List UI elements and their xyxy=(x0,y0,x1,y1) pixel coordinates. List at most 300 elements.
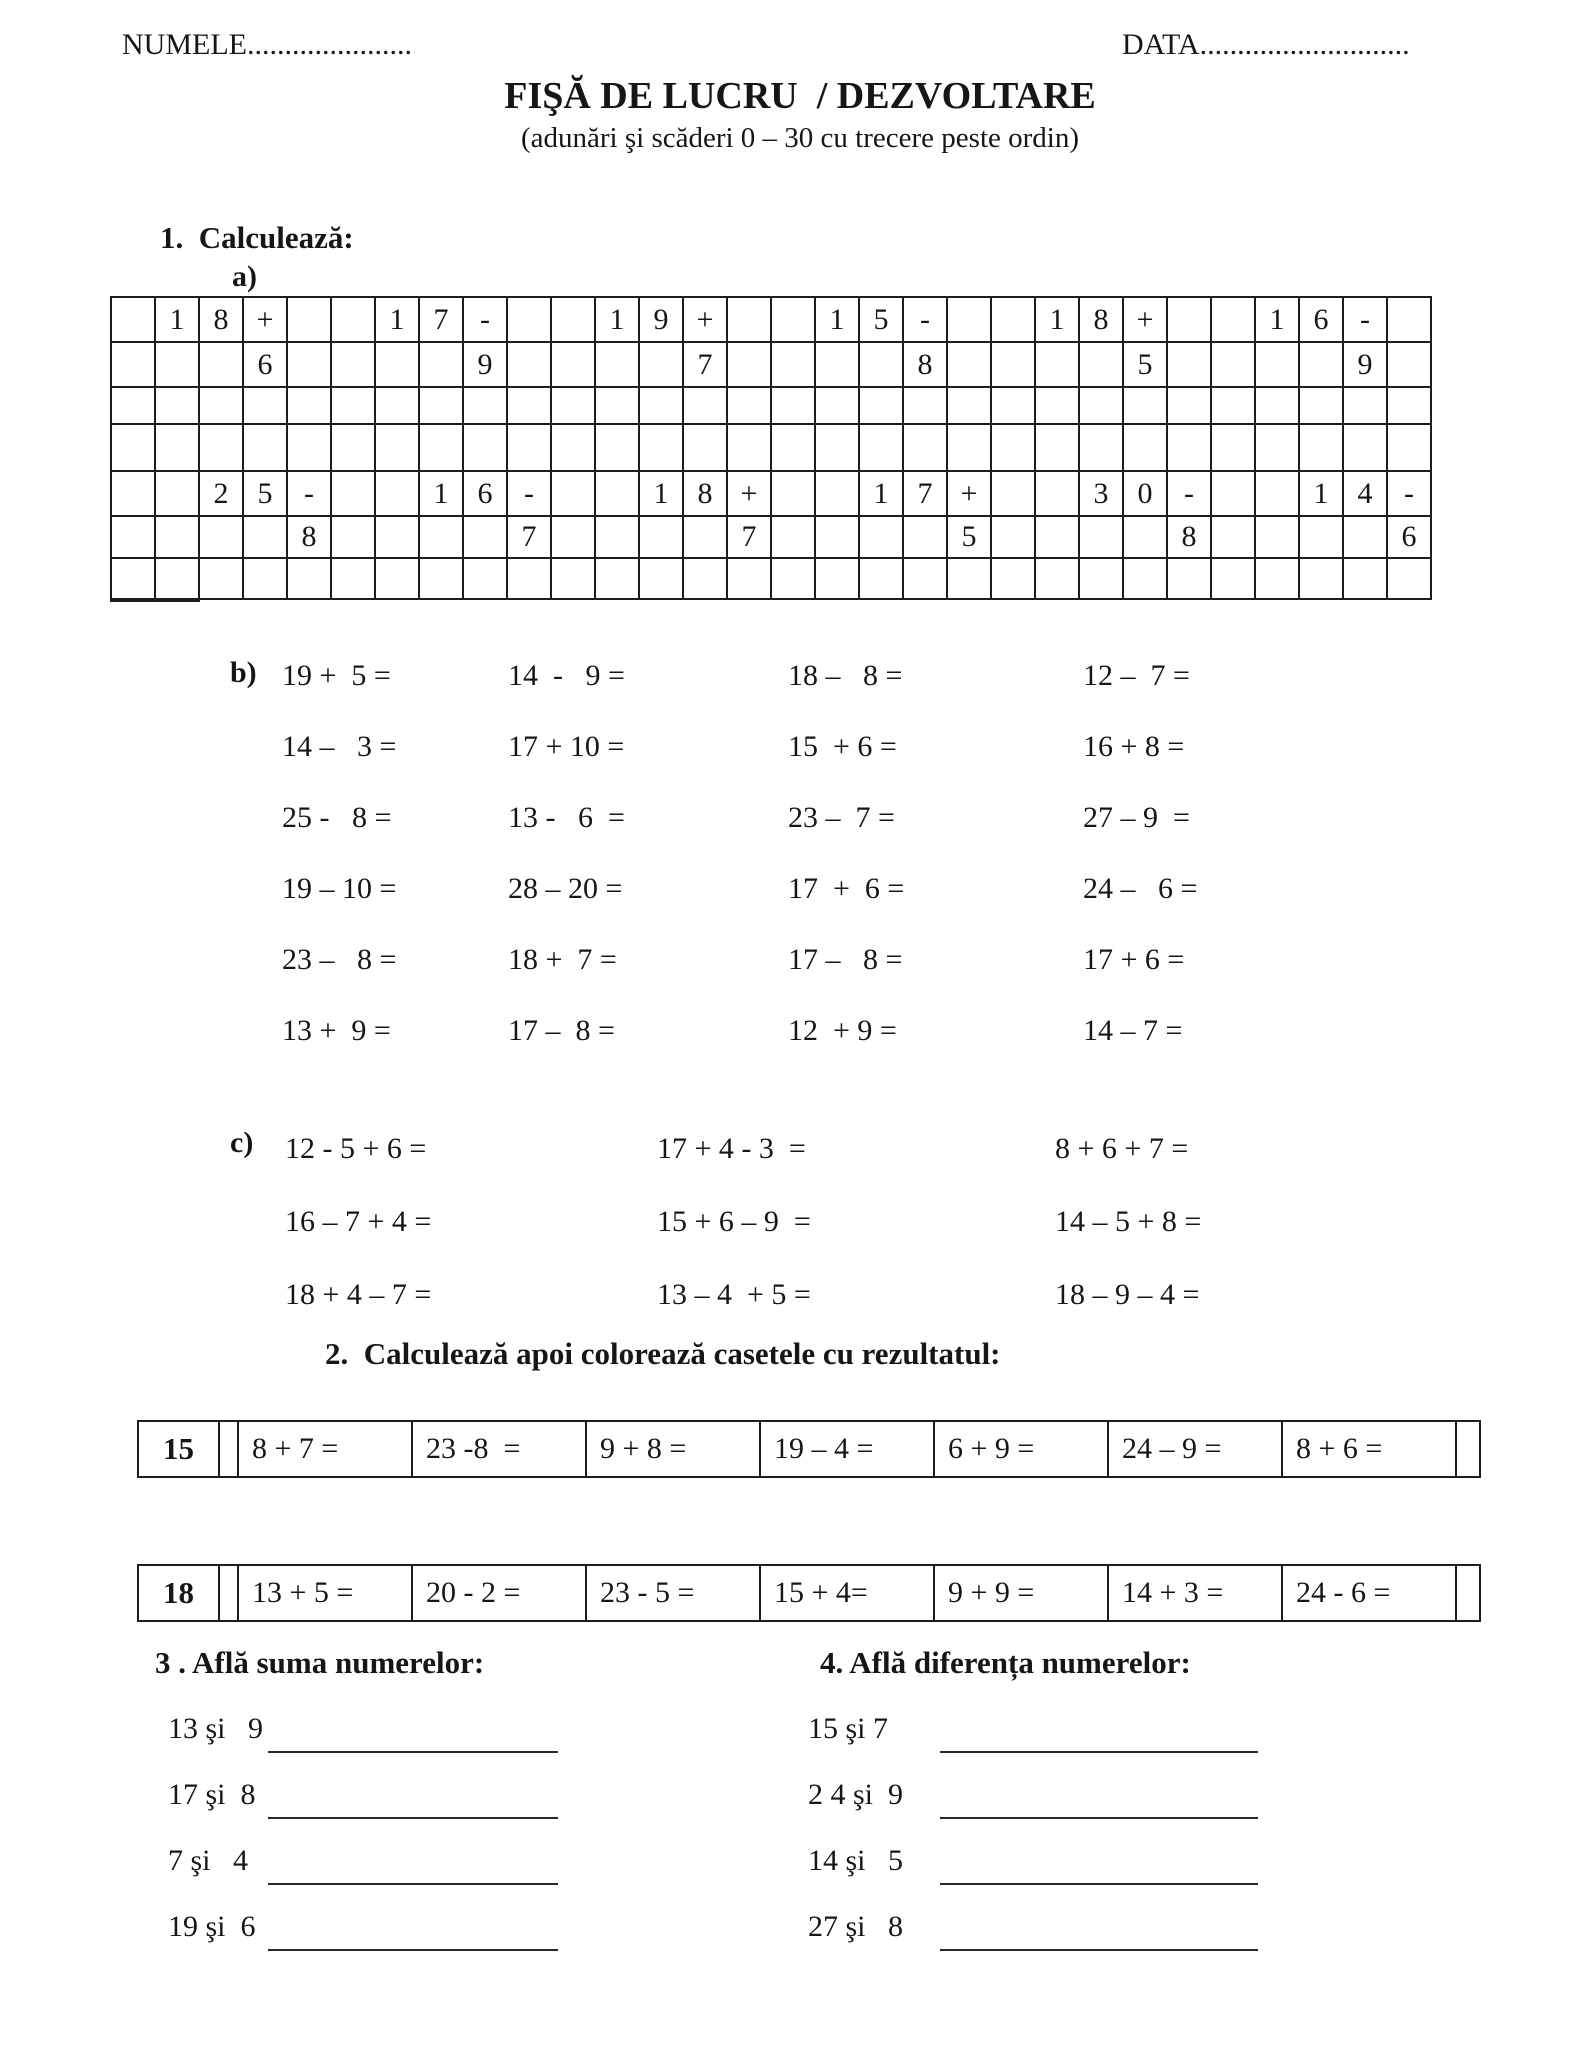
grid-cell: 9 xyxy=(640,298,684,343)
grid-cell xyxy=(1256,425,1300,472)
grid-cell xyxy=(508,425,552,472)
grid-cell: 9 xyxy=(1344,343,1388,388)
problem-expression: 19 + 5 = xyxy=(282,658,391,692)
grid-cell xyxy=(376,559,420,600)
grid-cell: 5 xyxy=(1124,343,1168,388)
problem-expression: 12 – 7 = xyxy=(1083,658,1190,692)
grid-cell: 0 xyxy=(1124,472,1168,517)
problem-row xyxy=(282,711,1442,782)
problem-expression: 16 + 8 = xyxy=(1083,729,1185,763)
page-subtitle: (adunări şi scăderi 0 – 30 cu trecere peste ordin) xyxy=(520,122,1079,154)
grid-cell xyxy=(200,517,244,559)
grid-cell: 1 xyxy=(816,298,860,343)
grid-cell: - xyxy=(508,472,552,517)
grid-cell xyxy=(860,517,904,559)
grid-cell xyxy=(1212,559,1256,600)
grid-cell xyxy=(332,517,376,559)
grid-cell xyxy=(992,298,1036,343)
grid-cell xyxy=(420,517,464,559)
grid-cell: 1 xyxy=(376,298,420,343)
grid-cell xyxy=(816,425,860,472)
name-field: NUMELE...................... xyxy=(122,28,412,61)
grid-cell xyxy=(1080,559,1124,600)
problem-expression: 8 + 6 + 7 = xyxy=(1055,1131,1189,1165)
grid-cell xyxy=(332,559,376,600)
answer-line xyxy=(268,1817,558,1819)
problem-expression: 27 – 9 = xyxy=(1083,800,1190,834)
grid-cell xyxy=(904,425,948,472)
grid-cell xyxy=(156,600,200,602)
grid-cell: + xyxy=(684,298,728,343)
grid-cell xyxy=(728,343,772,388)
grid-cell xyxy=(948,343,992,388)
section2-heading: 2. Calculează apoi colorează casetele cu rezultatul: xyxy=(325,1336,1001,1371)
grid-cell xyxy=(464,517,508,559)
spacer-cell xyxy=(220,1566,239,1620)
grid-cell xyxy=(1168,388,1212,425)
grid-cell xyxy=(1212,343,1256,388)
grid-cell xyxy=(288,343,332,388)
grid-cell xyxy=(376,343,420,388)
pair-row xyxy=(168,1894,648,1960)
problem-expression: 17 + 6 = xyxy=(788,871,905,905)
grid-cell xyxy=(640,343,684,388)
grid-cell xyxy=(596,343,640,388)
problem-row xyxy=(285,1258,1405,1331)
grid-cell xyxy=(1036,559,1080,600)
grid-cell xyxy=(596,472,640,517)
grid-cell xyxy=(332,425,376,472)
grid-cell xyxy=(464,559,508,600)
grid-cell xyxy=(772,388,816,425)
section1c-label: c) xyxy=(230,1126,254,1159)
grid-cell xyxy=(1256,559,1300,600)
grid-cell xyxy=(200,343,244,388)
grid-cell xyxy=(684,559,728,600)
grid-cell xyxy=(1080,425,1124,472)
grid-cell xyxy=(508,298,552,343)
grid-cell xyxy=(816,343,860,388)
problem-expression: 14 - 9 = xyxy=(508,658,625,692)
grid-cell xyxy=(156,425,200,472)
grid-cell xyxy=(1124,517,1168,559)
grid-cell xyxy=(816,559,860,600)
section1a-label: a) xyxy=(232,260,257,293)
problem-expression: 17 + 6 = xyxy=(1083,942,1185,976)
result-table-15 xyxy=(137,1420,1481,1478)
grid-cell xyxy=(464,388,508,425)
page-title: FIŞĂ DE LUCRU / DEZVOLTARE xyxy=(504,75,1096,117)
problem-expression: 13 + 9 = xyxy=(282,1013,391,1047)
grid-cell xyxy=(420,425,464,472)
grid-cell xyxy=(860,388,904,425)
grid-cell xyxy=(552,517,596,559)
problem-expression: 25 - 8 = xyxy=(282,800,392,834)
number-pair: 19 şi 6 xyxy=(168,1910,256,1943)
grid-cell xyxy=(112,517,156,559)
grid-cell xyxy=(948,388,992,425)
grid-cell xyxy=(156,559,200,600)
result-target: 15 xyxy=(139,1422,220,1476)
grid-cell xyxy=(420,559,464,600)
grid-cell xyxy=(948,559,992,600)
number-pair: 14 şi 5 xyxy=(808,1844,904,1877)
grid-cell xyxy=(464,425,508,472)
number-pair: 27 şi 8 xyxy=(808,1910,904,1943)
grid-cell xyxy=(156,388,200,425)
grid-cell xyxy=(728,298,772,343)
grid-cell xyxy=(1212,425,1256,472)
grid-cell: 8 xyxy=(684,472,728,517)
grid-cell xyxy=(1080,388,1124,425)
table-problem-cell: 9 + 8 = xyxy=(587,1422,761,1476)
grid-cell xyxy=(1168,298,1212,343)
answer-line xyxy=(940,1949,1258,1951)
grid-cell xyxy=(860,425,904,472)
grid-cell xyxy=(816,388,860,425)
table-problem-cell: 6 + 9 = xyxy=(935,1422,1109,1476)
table-problem-cell: 24 - 6 = xyxy=(1283,1566,1457,1620)
grid-cell: 5 xyxy=(244,472,288,517)
problem-expression: 19 – 10 = xyxy=(282,871,397,905)
grid-cell: 8 xyxy=(200,298,244,343)
grid-cell xyxy=(112,559,156,600)
grid-cell: 5 xyxy=(860,298,904,343)
grid-cell: 8 xyxy=(904,343,948,388)
grid-cell xyxy=(1256,472,1300,517)
grid-cell xyxy=(1168,343,1212,388)
problem-expression: 16 – 7 + 4 = xyxy=(285,1204,432,1238)
pair-row xyxy=(808,1894,1308,1960)
grid-cell xyxy=(640,425,684,472)
answer-line xyxy=(268,1949,558,1951)
problem-expression: 18 + 4 – 7 = xyxy=(285,1277,432,1311)
grid-cell xyxy=(728,559,772,600)
grid-cell: 6 xyxy=(1300,298,1344,343)
grid-cell xyxy=(112,343,156,388)
grid-cell: - xyxy=(1388,472,1432,517)
grid-cell xyxy=(244,559,288,600)
section4-heading: 4. Află diferența numerelor: xyxy=(820,1645,1191,1680)
grid-cell xyxy=(420,343,464,388)
problem-expression: 28 – 20 = xyxy=(508,871,623,905)
grid-cell: 2 xyxy=(200,472,244,517)
answer-line xyxy=(268,1751,558,1753)
grid-cell xyxy=(200,425,244,472)
number-pair: 15 şi 7 xyxy=(808,1712,889,1745)
grid-cell xyxy=(1388,425,1432,472)
grid-cell xyxy=(288,559,332,600)
grid-cell xyxy=(816,472,860,517)
grid-cell xyxy=(156,343,200,388)
problem-expression: 15 + 6 – 9 = xyxy=(657,1204,811,1238)
table-problem-cell: 24 – 9 = xyxy=(1109,1422,1283,1476)
grid-cell: 1 xyxy=(640,472,684,517)
title-block xyxy=(150,74,1450,155)
grid-cell xyxy=(552,472,596,517)
grid-cell xyxy=(288,425,332,472)
section1c-problems xyxy=(285,1112,1405,1331)
grid-cell: 1 xyxy=(596,298,640,343)
grid-cell xyxy=(376,472,420,517)
problem-expression: 13 - 6 = xyxy=(508,800,625,834)
grid-cell xyxy=(1388,298,1432,343)
grid-cell xyxy=(1344,425,1388,472)
grid-cell xyxy=(1080,517,1124,559)
grid-cell xyxy=(332,298,376,343)
grid-cell xyxy=(1212,388,1256,425)
grid-cell xyxy=(1168,425,1212,472)
grid-cell xyxy=(860,343,904,388)
table-problem-cell: 13 + 5 = xyxy=(239,1566,413,1620)
table-problem-cell: 9 + 9 = xyxy=(935,1566,1109,1620)
problem-expression: 17 + 4 - 3 = xyxy=(657,1131,806,1165)
grid-cell xyxy=(1036,343,1080,388)
grid-cell xyxy=(552,343,596,388)
problem-row xyxy=(282,640,1442,711)
problem-row xyxy=(285,1185,1405,1258)
section3-heading: 3 . Află suma numerelor: xyxy=(155,1645,485,1680)
grid-cell xyxy=(640,517,684,559)
grid-cell: 6 xyxy=(1388,517,1432,559)
grid-cell: + xyxy=(948,472,992,517)
section1b-problems xyxy=(282,640,1442,1066)
grid-cell: 9 xyxy=(464,343,508,388)
grid-cell: + xyxy=(1124,298,1168,343)
grid-cell xyxy=(596,425,640,472)
result-table-18 xyxy=(137,1564,1481,1622)
problem-expression: 17 – 8 = xyxy=(788,942,903,976)
grid-cell xyxy=(1256,517,1300,559)
grid-cell xyxy=(772,472,816,517)
section3-pairs xyxy=(168,1696,648,1960)
problem-row xyxy=(282,853,1442,924)
grid-cell: 3 xyxy=(1080,472,1124,517)
answer-line xyxy=(940,1751,1258,1753)
grid-cell xyxy=(640,388,684,425)
problem-expression: 18 – 9 – 4 = xyxy=(1055,1277,1200,1311)
grid-cell xyxy=(992,425,1036,472)
grid-cell xyxy=(112,425,156,472)
grid-cell xyxy=(1212,472,1256,517)
problem-expression: 24 – 6 = xyxy=(1083,871,1198,905)
grid-cell xyxy=(596,559,640,600)
grid-cell xyxy=(200,559,244,600)
grid-cell xyxy=(860,559,904,600)
grid-cell xyxy=(376,517,420,559)
grid-cell: 8 xyxy=(288,517,332,559)
table-problem-cell: 14 + 3 = xyxy=(1109,1566,1283,1620)
grid-cell xyxy=(728,425,772,472)
grid-cell: 1 xyxy=(1300,472,1344,517)
grid-cell: - xyxy=(1168,472,1212,517)
grid-cell xyxy=(332,472,376,517)
grid-cell xyxy=(1344,388,1388,425)
grid-cell xyxy=(332,388,376,425)
pair-row xyxy=(168,1696,648,1762)
grid-cell xyxy=(1300,425,1344,472)
spacer-cell xyxy=(1457,1566,1479,1620)
grid-cell xyxy=(1300,517,1344,559)
problem-row xyxy=(282,924,1442,995)
grid-cell xyxy=(552,298,596,343)
answer-line xyxy=(268,1883,558,1885)
grid-cell xyxy=(552,559,596,600)
grid-cell xyxy=(1300,343,1344,388)
grid-cell xyxy=(948,298,992,343)
grid-cell xyxy=(640,559,684,600)
answer-line xyxy=(940,1817,1258,1819)
grid-cell xyxy=(508,388,552,425)
table-problem-cell: 8 + 6 = xyxy=(1283,1422,1457,1476)
pair-row xyxy=(808,1762,1308,1828)
number-pair: 17 şi 8 xyxy=(168,1778,256,1811)
table-problem-cell: 23 -8 = xyxy=(413,1422,587,1476)
grid-cell xyxy=(816,517,860,559)
grid-cell: 1 xyxy=(1036,298,1080,343)
grid-cell: 1 xyxy=(1256,298,1300,343)
grid-cell xyxy=(596,517,640,559)
grid-cell xyxy=(1036,472,1080,517)
grid-cell: 7 xyxy=(684,343,728,388)
grid-cell: 7 xyxy=(728,517,772,559)
grid-cell xyxy=(1036,517,1080,559)
grid-cell xyxy=(772,343,816,388)
grid-cell: - xyxy=(464,298,508,343)
problem-expression: 23 – 8 = xyxy=(282,942,397,976)
grid-cell xyxy=(1344,559,1388,600)
grid-cell xyxy=(1036,388,1080,425)
problem-row xyxy=(285,1112,1405,1185)
grid-cell xyxy=(992,517,1036,559)
number-pair: 13 şi 9 xyxy=(168,1712,264,1745)
grid-cell xyxy=(948,425,992,472)
grid-cell: 7 xyxy=(420,298,464,343)
problem-expression: 14 – 5 + 8 = xyxy=(1055,1204,1202,1238)
grid-cell xyxy=(1256,343,1300,388)
grid-cell: 1 xyxy=(420,472,464,517)
grid-cell: 7 xyxy=(904,472,948,517)
grid-cell xyxy=(904,517,948,559)
grid-cell xyxy=(728,388,772,425)
grid-cell xyxy=(684,388,728,425)
grid-cell: - xyxy=(904,298,948,343)
grid-cell: - xyxy=(288,472,332,517)
grid-cell: 6 xyxy=(464,472,508,517)
grid-cell xyxy=(288,388,332,425)
pair-row xyxy=(808,1696,1308,1762)
grid-cell xyxy=(684,517,728,559)
table-problem-cell: 19 – 4 = xyxy=(761,1422,935,1476)
date-field: DATA............................ xyxy=(1122,28,1410,61)
grid-cell xyxy=(1212,517,1256,559)
grid-cell: 7 xyxy=(508,517,552,559)
table-problem-cell: 20 - 2 = xyxy=(413,1566,587,1620)
grid-cell xyxy=(596,388,640,425)
grid-cell xyxy=(244,388,288,425)
grid-cell xyxy=(1300,388,1344,425)
grid-cell xyxy=(1124,388,1168,425)
problem-expression: 18 + 7 = xyxy=(508,942,617,976)
grid-cell xyxy=(1212,298,1256,343)
problem-expression: 17 + 10 = xyxy=(508,729,625,763)
grid-cell xyxy=(904,559,948,600)
problem-expression: 14 – 3 = xyxy=(282,729,397,763)
problem-row xyxy=(282,995,1442,1066)
grid-cell xyxy=(200,388,244,425)
pair-row xyxy=(808,1828,1308,1894)
grid-cell xyxy=(156,517,200,559)
problem-expression: 15 + 6 = xyxy=(788,729,897,763)
number-pair: 7 şi 4 xyxy=(168,1844,249,1877)
grid-cell xyxy=(508,343,552,388)
number-pair: 2 4 şi 9 xyxy=(808,1778,904,1811)
section1-heading: 1. Calculează: xyxy=(160,220,354,255)
grid-cell xyxy=(1256,388,1300,425)
problem-expression: 18 – 8 = xyxy=(788,658,903,692)
table-problem-cell: 15 + 4= xyxy=(761,1566,935,1620)
problem-expression: 23 – 7 = xyxy=(788,800,895,834)
grid-cell: 4 xyxy=(1344,472,1388,517)
grid-cell xyxy=(332,343,376,388)
grid-cell xyxy=(1344,517,1388,559)
problem-expression: 12 - 5 + 6 = xyxy=(285,1131,427,1165)
grid-cell xyxy=(552,388,596,425)
problem-expression: 14 – 7 = xyxy=(1083,1013,1183,1047)
grid-cell: - xyxy=(1344,298,1388,343)
grid-cell xyxy=(112,298,156,343)
grid-cell xyxy=(156,472,200,517)
pair-row xyxy=(168,1828,648,1894)
answer-line xyxy=(940,1883,1258,1885)
grid-cell xyxy=(1168,559,1212,600)
grid-cell xyxy=(1080,343,1124,388)
grid-cell: 6 xyxy=(244,343,288,388)
grid-cell xyxy=(376,425,420,472)
grid-cell xyxy=(772,298,816,343)
grid-cell: 1 xyxy=(156,298,200,343)
grid-cell xyxy=(1124,425,1168,472)
grid-cell xyxy=(1388,559,1432,600)
grid-cell xyxy=(112,472,156,517)
grid-cell xyxy=(420,388,464,425)
grid-cell xyxy=(992,343,1036,388)
grid-cell xyxy=(244,517,288,559)
spacer-cell xyxy=(220,1422,239,1476)
grid-cell: 8 xyxy=(1080,298,1124,343)
grid-cell xyxy=(992,388,1036,425)
grid-cell xyxy=(772,559,816,600)
grid-cell xyxy=(684,425,728,472)
grid-cell xyxy=(112,600,156,602)
grid-cell: + xyxy=(244,298,288,343)
grid-cell xyxy=(904,388,948,425)
problem-expression: 13 – 4 + 5 = xyxy=(657,1277,811,1311)
grid-cell xyxy=(772,517,816,559)
grid-cell: 5 xyxy=(948,517,992,559)
grid-cell: 8 xyxy=(1168,517,1212,559)
grid-cell xyxy=(112,388,156,425)
grid-cell xyxy=(1124,559,1168,600)
grid-cell xyxy=(992,559,1036,600)
pair-row xyxy=(168,1762,648,1828)
grid-cell xyxy=(1388,343,1432,388)
grid-cell xyxy=(1388,388,1432,425)
calc-grid xyxy=(110,296,1432,602)
problem-expression: 17 – 8 = xyxy=(508,1013,615,1047)
grid-cell: + xyxy=(728,472,772,517)
section4-pairs xyxy=(808,1696,1308,1960)
